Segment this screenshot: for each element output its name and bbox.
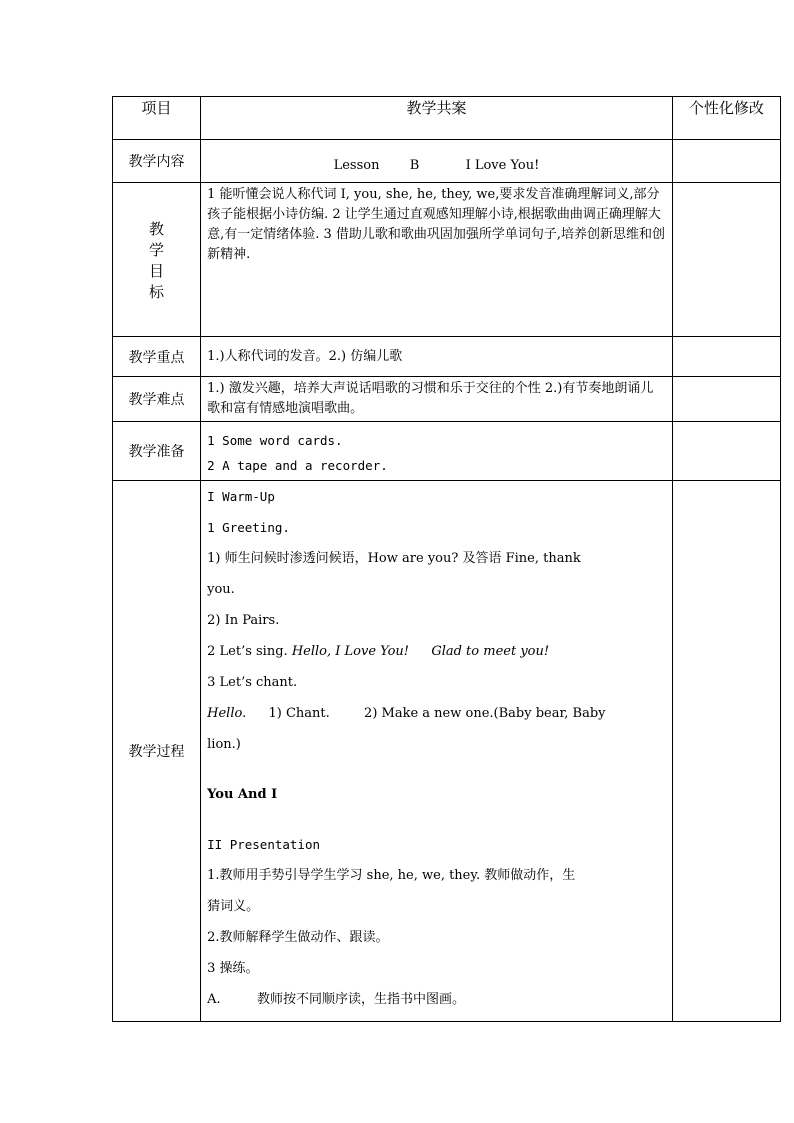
objectives-label	[113, 183, 201, 337]
process-line	[207, 704, 666, 735]
process-line: 1.教师用手势引导学生学习 she, he, we, they. 教师做动作，生	[207, 868, 576, 883]
content-row	[113, 140, 781, 183]
process-line: 3 Let’s chant.	[207, 675, 298, 690]
process-line: 3 操练。	[207, 961, 259, 976]
difficulties-label: 教学难点	[113, 377, 201, 422]
process-label: 教学过程	[113, 481, 201, 1022]
item-letter: A.	[207, 992, 221, 1007]
song-title: Hello, I Love You!	[291, 644, 410, 659]
song-title: Glad to meet you!	[431, 644, 550, 659]
process-line: you.	[207, 582, 235, 597]
preparation-row	[113, 422, 781, 481]
chant-step: 1) Chant.	[268, 706, 330, 721]
process-line: 1) 师生问候时渗透问候语，How are you? 及答语 Fine, thank	[207, 551, 581, 566]
process-line: 2.教师解释学生做动作、跟读。	[207, 930, 389, 945]
objectives-edit-cell[interactable]	[672, 183, 780, 337]
lesson-word: Lesson	[333, 158, 380, 173]
process-line: You And I	[207, 787, 278, 802]
process-line	[207, 642, 666, 673]
process-row	[113, 481, 781, 1022]
lesson-name: I Love You!	[465, 158, 540, 173]
process-line: lion.)	[207, 737, 241, 752]
header-item: 项目	[113, 97, 201, 140]
process-line: 1 Greeting.	[207, 520, 290, 535]
item-text: 教师按不同顺序读，生指书中图画。	[256, 992, 465, 1007]
difficulties-row	[113, 377, 781, 422]
key-points-row	[113, 337, 781, 377]
lesson-unit: B	[409, 158, 420, 173]
lesson-title	[201, 140, 673, 183]
process-line: I Warm-Up	[207, 489, 275, 504]
objectives-label-char: 目	[149, 262, 165, 280]
process-line: II Presentation	[207, 837, 321, 852]
objectives-label-char: 学	[149, 241, 165, 259]
header-personal-edit: 个性化修改	[672, 97, 780, 140]
chant-step: 2) Make a new one.(Baby bear, Baby	[364, 706, 606, 721]
preparation-line: 1 Some word cards.	[207, 433, 343, 448]
header-shared-plan: 教学共案	[201, 97, 673, 140]
key-points-text: 1.)人称代词的发音。2.) 仿编儿歌	[201, 337, 673, 377]
key-points-edit-cell[interactable]	[672, 337, 780, 377]
objectives-row	[113, 183, 781, 337]
preparation-line: 2 A tape and a recorder.	[207, 458, 388, 473]
chant-title: Hello.	[207, 706, 247, 721]
process-line: 猜词义。	[207, 899, 260, 914]
difficulties-edit-cell[interactable]	[672, 377, 780, 422]
process-edit-cell[interactable]	[672, 481, 780, 1022]
sing-prefix: 2 Let’s sing.	[207, 644, 288, 659]
objectives-label-char: 标	[149, 283, 165, 301]
objectives-text: 1 能听懂会说人称代词 I, you, she, he, they, we,要求发音准确理解词义,部分孩子能根据小诗仿编. 2 让学生通过直观感知理解小诗,根据歌曲曲调正确理解大意,有一定情绪体验. 3 借助儿歌和歌曲巩固加强所学单词句子,培养创新思维和创新精神.	[201, 183, 673, 337]
header-row	[113, 97, 781, 140]
content-edit-cell[interactable]	[672, 140, 780, 183]
difficulties-text: 1.) 激发兴趣，培养大声说话唱歌的习惯和乐于交往的个性 2.)有节奏地朗诵儿歌和富有情感地演唱歌曲。	[201, 377, 673, 422]
process-line: 2) In Pairs.	[207, 613, 280, 628]
key-points-label: 教学重点	[113, 337, 201, 377]
lesson-plan-table	[112, 96, 781, 1022]
content-label: 教学内容	[113, 140, 201, 183]
preparation-edit-cell[interactable]	[672, 422, 780, 481]
objectives-label-char: 教	[149, 220, 165, 238]
preparation-text	[201, 422, 673, 481]
process-text	[201, 481, 673, 1022]
process-line	[207, 990, 666, 1021]
preparation-label: 教学准备	[113, 422, 201, 481]
